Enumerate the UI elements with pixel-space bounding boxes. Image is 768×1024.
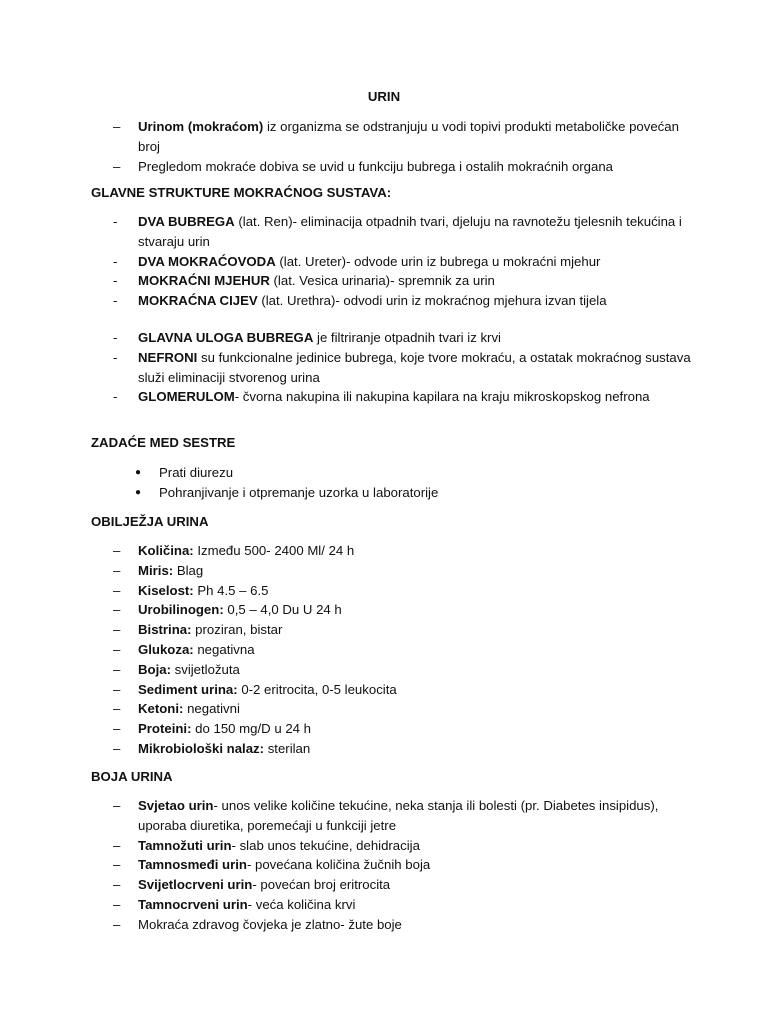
heading-strukture: GLAVNE STRUKTURE MOKRAĆNOG SUSTAVA: xyxy=(91,185,392,200)
list-item-text: Blag xyxy=(173,562,204,578)
list-item-text: svijetložuta xyxy=(170,661,240,677)
list-item-text: 0,5 – 4,0 Du U 24 h xyxy=(223,602,342,618)
list-item xyxy=(91,581,691,601)
list-item-text: negativna xyxy=(193,641,255,657)
list-item xyxy=(91,541,691,561)
list-item xyxy=(91,157,691,177)
list-item-text: Između 500- 2400 Ml/ 24 h xyxy=(193,543,355,558)
list-item xyxy=(91,640,691,660)
list-item-term: MOKRAĆNA CIJEV xyxy=(138,293,258,309)
list-item-term: Tamnožuti urin xyxy=(138,837,232,853)
list-item-term: Mikrobiološki nalaz: xyxy=(138,740,265,756)
list-item-text: je filtriranje otpadnih tvari iz krvi xyxy=(313,330,501,345)
list-item-text: do 150 mg/D u 24 h xyxy=(191,721,311,737)
list-item xyxy=(91,915,691,935)
bullet-marker: – xyxy=(113,661,121,677)
boja-list xyxy=(91,796,691,935)
bullet-marker: – xyxy=(113,896,121,912)
list-item xyxy=(91,117,691,157)
list-item-text: sterilan xyxy=(264,740,311,756)
list-item xyxy=(91,855,691,875)
list-item-text: - čvorna nakupina ili nakupina kapilara na kraju mikroskopskog nefrona xyxy=(234,389,650,405)
bullet-marker: - xyxy=(113,389,118,405)
list-item-text: Prati diurezu xyxy=(159,465,234,480)
list-item xyxy=(91,620,691,640)
bullet-marker: ● xyxy=(135,467,142,478)
list-item-term: NEFRONI xyxy=(138,349,198,365)
list-item-term: Boja: xyxy=(138,661,171,677)
list-item-text: - veća količina krvi xyxy=(247,896,356,912)
list-item-text: (lat. Ureter)- odvode urin iz bubrega u mokraćni mjehur xyxy=(275,253,601,269)
bullet-marker: – xyxy=(113,857,121,873)
strukture-list xyxy=(91,212,691,311)
list-item-term: DVA BUBREGA xyxy=(138,214,235,229)
list-item xyxy=(91,252,691,272)
list-item-text: Mokraća zdravog čovjeka je zlatno- žute boje xyxy=(138,916,402,932)
heading-boja: BOJA URINA xyxy=(91,769,173,784)
list-item-term: Urobilinogen: xyxy=(138,602,224,618)
list-item xyxy=(91,680,691,700)
list-item xyxy=(91,600,691,620)
zadace-list xyxy=(91,463,691,503)
list-item xyxy=(91,895,691,915)
list-item xyxy=(91,739,691,759)
list-item xyxy=(91,271,691,291)
list-item-text: (lat. Ren)- eliminacija otpadnih tvari, djeluju na ravnotežu tjelesnih tekućina i stvaraju urin xyxy=(138,214,682,249)
bullet-marker: – xyxy=(113,721,121,737)
list-item-text: su funkcionalne jedinice bubrega, koje tvore mokraću, a ostatak mokraćnog sustava služi eliminaciji stvorenog urina xyxy=(138,349,691,385)
bullet-marker: – xyxy=(113,158,121,174)
bullet-marker: - xyxy=(113,293,118,309)
list-item-text: Pohranjivanje i otpremanje uzorka u laboratorije xyxy=(159,484,439,500)
list-item-text: - unos velike količine tekućine, neka stanja ili bolesti (pr. Diabetes insipidus), uporaba diuretika, poremećaji u funkciji jetre xyxy=(138,798,659,833)
bullet-marker: – xyxy=(113,543,121,558)
list-item xyxy=(91,348,691,388)
list-item xyxy=(91,483,691,503)
list-item-text: - povećan broj eritrocita xyxy=(252,877,391,893)
bullet-marker: – xyxy=(113,877,121,893)
bullet-marker: - xyxy=(113,214,118,229)
bullet-marker: – xyxy=(113,602,121,618)
list-item-term: Tamnosmeđi urin xyxy=(138,857,247,873)
list-item-term: Svijetlocrveni urin xyxy=(138,877,253,893)
list-item-text: (lat. Urethra)- odvodi urin iz mokraćnog mjehura izvan tijela xyxy=(257,293,607,309)
list-item-text: (lat. Vesica urinaria)- spremnik za urin xyxy=(269,273,495,289)
list-item xyxy=(91,463,691,483)
bullet-marker: - xyxy=(113,253,118,269)
bullet-marker: - xyxy=(113,273,118,289)
bullet-marker: – xyxy=(113,798,121,813)
list-item-term: Količina: xyxy=(138,543,194,558)
list-item xyxy=(91,387,691,407)
list-item-term: Glukoza: xyxy=(138,641,194,657)
page-title: URIN xyxy=(367,89,401,104)
list-item-term: Proteini: xyxy=(138,721,192,737)
list-item-term: Ketoni: xyxy=(138,701,184,717)
heading-zadace: ZADAĆE MED SESTRE xyxy=(91,435,236,450)
list-item xyxy=(91,836,691,856)
list-item-term: Tamnocrveni urin xyxy=(138,896,248,912)
bullet-marker: – xyxy=(113,641,121,657)
list-item xyxy=(91,875,691,895)
list-item-term: DVA MOKRAĆOVODA xyxy=(138,253,276,269)
list-item-term: Svjetao urin xyxy=(138,798,214,813)
heading-obiljezja: OBILJEŽJA URINA xyxy=(91,514,209,529)
bullet-marker: – xyxy=(113,119,121,134)
list-item xyxy=(91,719,691,739)
bullet-marker: – xyxy=(113,622,121,638)
list-item-text: negativni xyxy=(183,701,240,717)
list-item-text: Ph 4.5 – 6.5 xyxy=(193,582,269,598)
bullet-marker: – xyxy=(113,916,121,932)
list-item-term: GLOMERULOM xyxy=(138,389,235,405)
intro-list xyxy=(91,117,691,176)
bullet-marker: – xyxy=(113,582,121,598)
list-item xyxy=(91,796,691,836)
obiljezja-list xyxy=(91,541,691,759)
list-item-text: iz organizma se odstranjuju u vodi topivi produkti metaboličke povećan broj xyxy=(138,119,679,154)
list-item xyxy=(91,660,691,680)
list-item-term: Sediment urina: xyxy=(138,681,238,697)
bubreg-list xyxy=(91,328,691,407)
list-item-text: - slab unos tekućine, dehidracija xyxy=(231,837,420,853)
list-item-text: 0-2 eritrocita, 0-5 leukocita xyxy=(237,681,397,697)
list-item xyxy=(91,328,691,348)
list-item xyxy=(91,699,691,719)
bullet-marker: - xyxy=(113,330,118,345)
list-item-text: proziran, bistar xyxy=(191,622,283,638)
list-item-text: - povećana količina žučnih boja xyxy=(246,857,431,873)
list-item-text: Pregledom mokraće dobiva se uvid u funkciju bubrega i ostalih mokraćnih organa xyxy=(138,158,614,174)
list-item-term: Kiselost: xyxy=(138,582,194,598)
bullet-marker: – xyxy=(113,837,121,853)
list-item xyxy=(91,561,691,581)
bullet-marker: – xyxy=(113,701,121,717)
bullet-marker: – xyxy=(113,562,121,578)
bullet-marker: – xyxy=(113,740,121,756)
bullet-marker: ● xyxy=(135,486,142,498)
list-item xyxy=(91,212,691,252)
list-item-term: Bistrina: xyxy=(138,622,192,638)
list-item-term: Miris: xyxy=(138,562,174,578)
list-item-term: MOKRAĆNI MJEHUR xyxy=(138,273,270,289)
list-item-term: Urinom (mokraćom) xyxy=(138,119,264,134)
bullet-marker: – xyxy=(113,681,121,697)
list-item-term: GLAVNA ULOGA BUBREGA xyxy=(138,330,314,345)
list-item xyxy=(91,291,691,311)
bullet-marker: - xyxy=(113,349,118,365)
